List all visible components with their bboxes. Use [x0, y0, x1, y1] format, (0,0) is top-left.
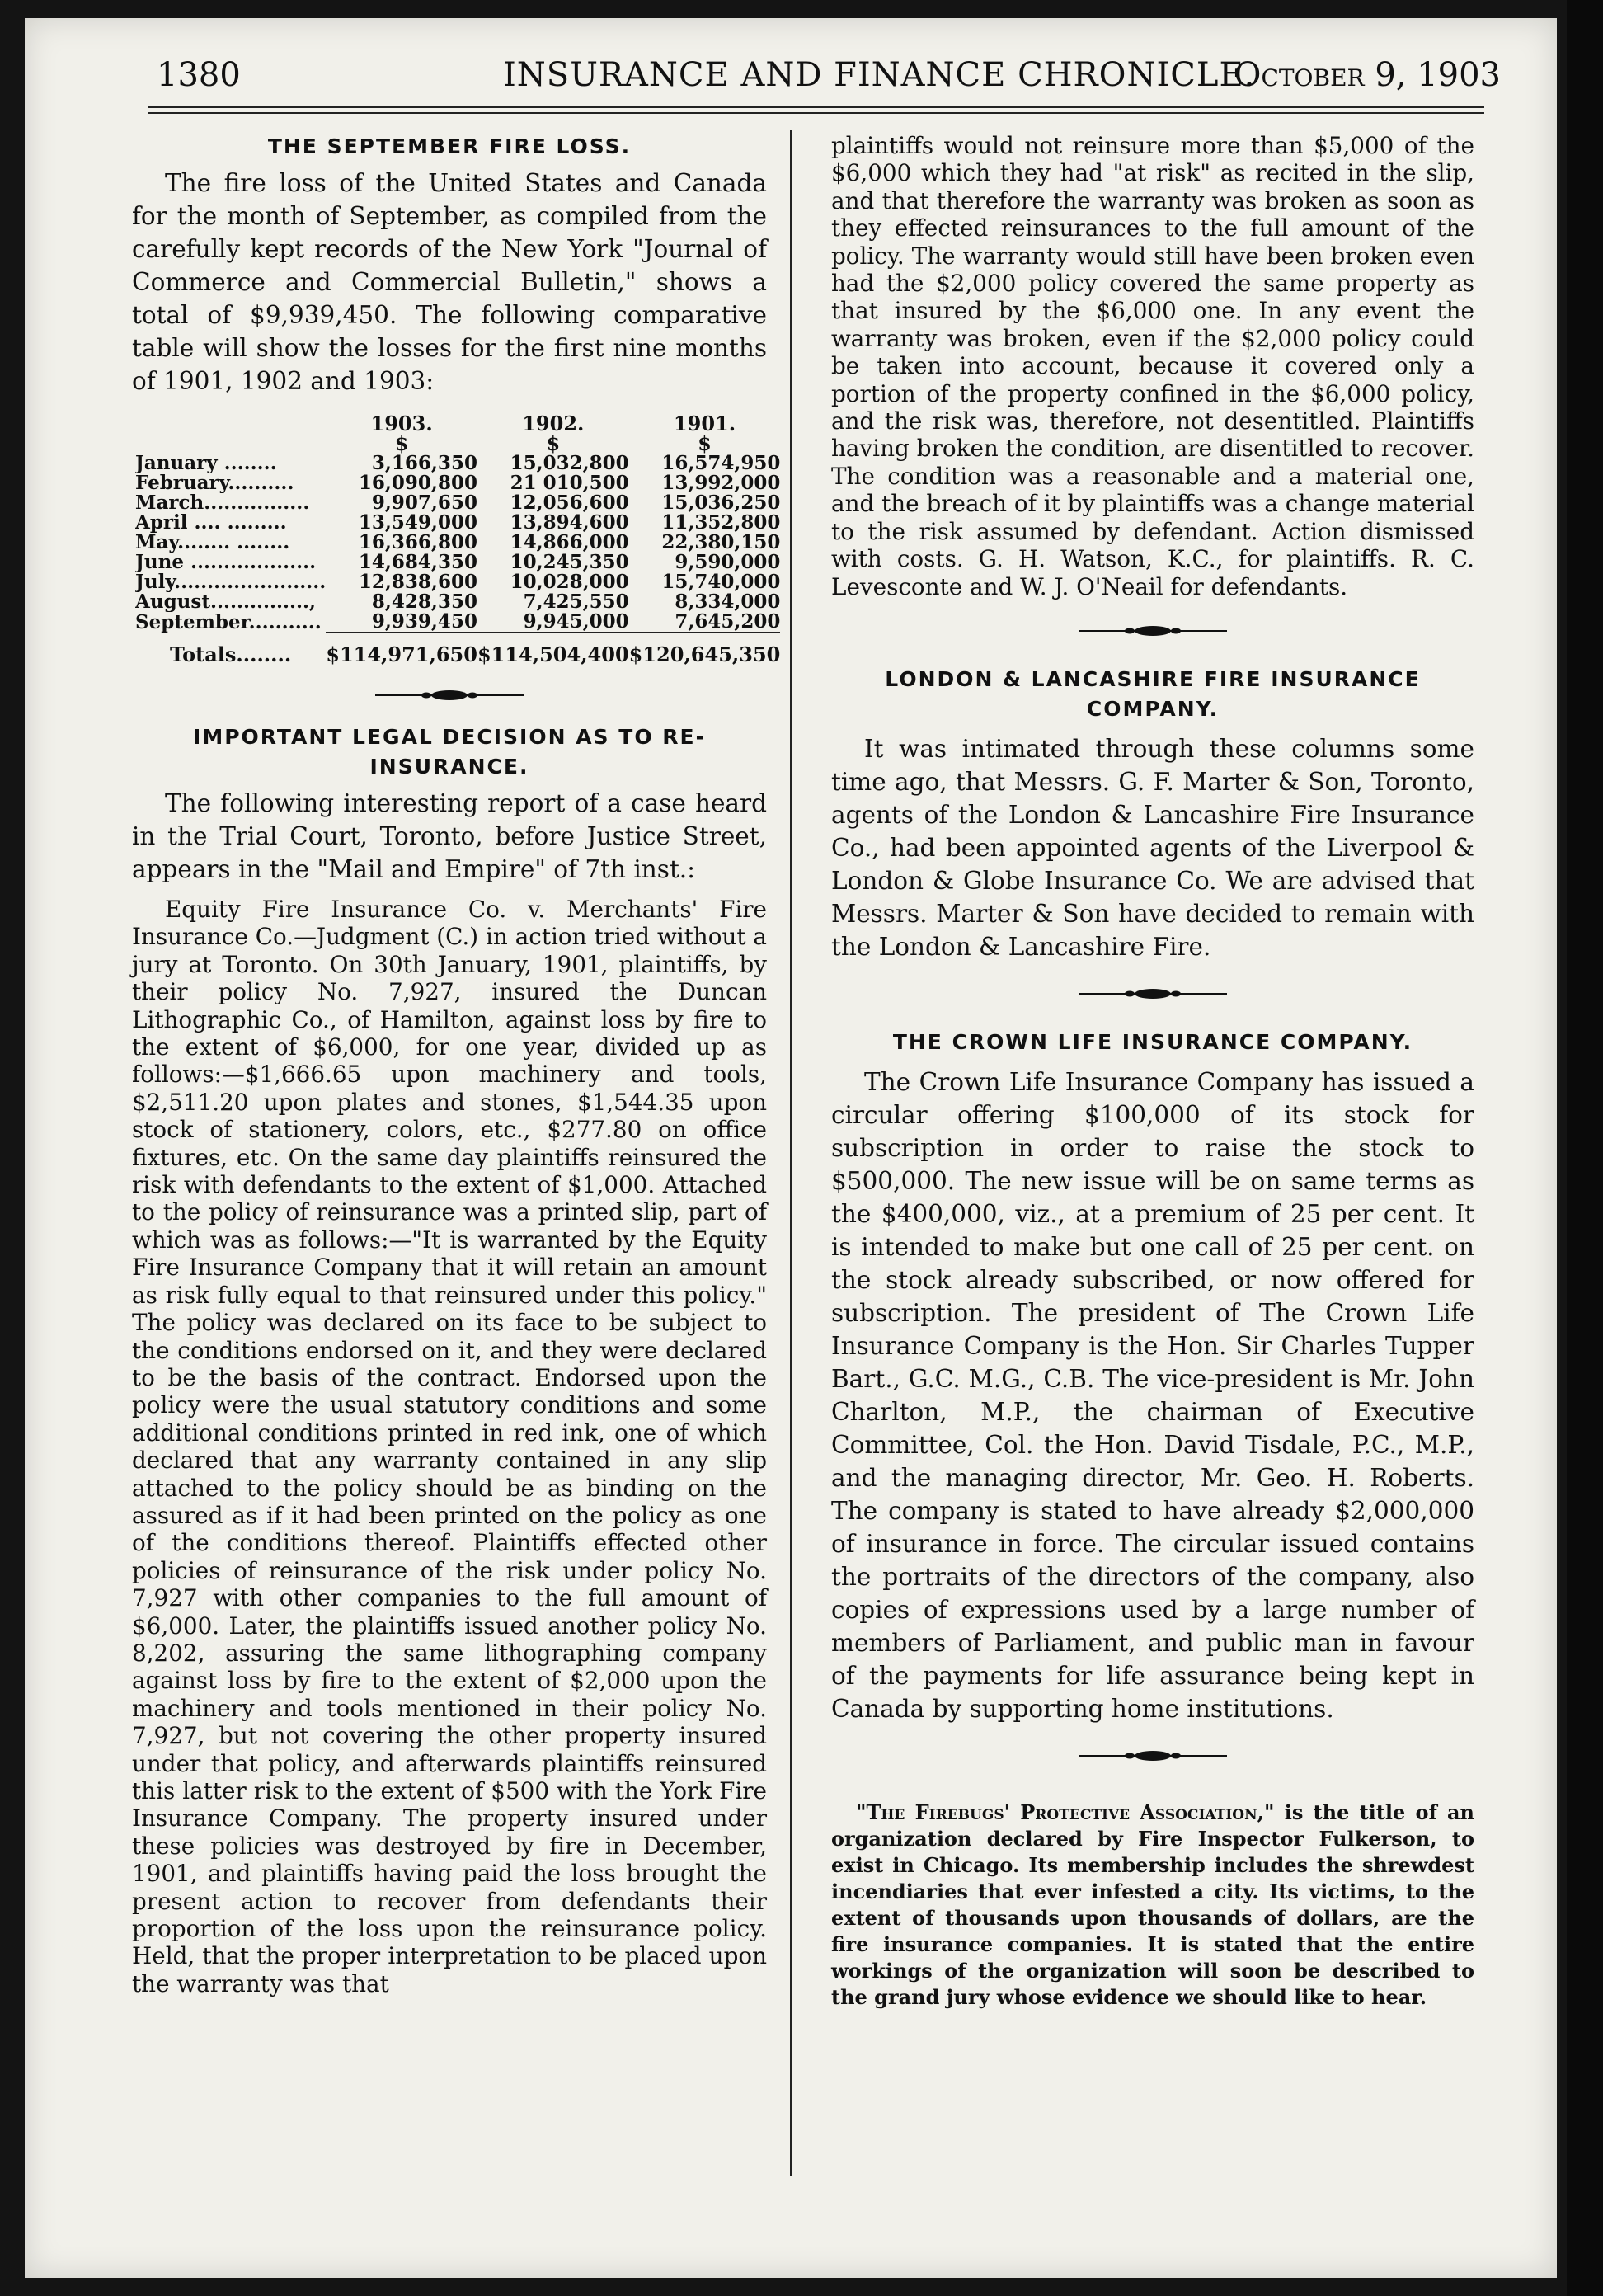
legal-decision-continuation: plaintiffs would not reinsure more than $5,000 of the $6,000 which they had "at risk" as recited in the slip, and that therefore the warranty was broken as soon as they effected reinsurances to the full amount of the policy. The warranty would still have been broken even had the $2,000 policy covered the same property as that insured by the $6,000 one. In any event the warranty was broken, even if the $2,000 policy could be taken into account, because it covered only a portion of the property confined in the $6,000 policy, and the risk was, therefore, not desentitled. Plaintiffs having broken the condition, are disentitled to recover. The condition was a reasonable and a material one, and the breach of it by plaintiffs was a change material to the risk assumed by defendant. Action dismissed with costs. G. H. Watson, K.C., for plaintiffs. R. C. Levesconte and W. J. O'Neail for defendants.	[831, 132, 1475, 600]
col-1901: 1901.	[673, 412, 736, 435]
col-1902: 1902.	[522, 412, 585, 435]
article-heading-london-lancashire: LONDON & LANCASHIRE FIRE INSURANCE COMPANY.	[885, 666, 1421, 721]
left-column	[132, 132, 781, 1997]
table-header-row	[135, 414, 780, 434]
col-1903: 1903.	[370, 412, 433, 435]
unit-1901: $	[698, 431, 712, 455]
firebugs-note-body: is the title of an organization declared by Fire Inspector Fulkerson, to exist in Chicago. Its membership includes the shrewdest incendiaries that ever infested a city. Its victims, to the extent of thousands upon thousands of dollars, are the fire insurance companies. It is stated that the entire workings of the organization will soon be described to the grand jury whose evidence we should like to hear.	[831, 1800, 1474, 2009]
legal-decision-intro: The following interesting report of a case heard in the Trial Court, Toronto, before Justice Street, appears in the "Mail and Empire" of 7th inst.:	[132, 789, 767, 883]
ornament-rule-icon	[1079, 623, 1227, 639]
table-totals-row: Totals........ $114,971,650 $114,504,400 $120,645,350	[170, 642, 781, 666]
ornament-rule-icon	[1079, 1748, 1227, 1764]
table-row: April .... ......... 13,549,000 13,894,600 11,352,800	[135, 511, 781, 534]
table-units-row	[135, 434, 780, 454]
issue-date: October 9, 1903	[1234, 56, 1501, 94]
legal-decision-body: Equity Fire Insurance Co. v. Merchants' Fire Insurance Co.—Judgment (C.) in action tried without a jury at Toronto. On 30th January, 1901, plaintiffs, by their policy No. 7,927, insured the Duncan Lithographic Co., of Hamilton, against loss by fire to the extent of $6,000, for one year, divided up as follows:—$1,666.65 upon machinery and tools, $2,511.20 upon plates and stones, $1,544.35 upon stock of stationery, colors, etc., $277.80 on office fixtures, etc. On the same day plaintiffs reinsured the risk with defendants to the extent of $1,000. Attached to the policy of reinsurance was a printed slip, part of which was as follows:—"It is warranted by the Equity Fire Insurance Company that it will retain an amount as risk fully equal to that reinsured under this policy." The policy was declared on its face to be subject to the conditions endorsed on it, and they were declared to be the basis of the contract. Endorsed upon the policy were the usual statutory conditions and some additional conditions printed in red ink, one of which declared that any warranty contained in any slip attached to the policy should be as binding on the assured as if it had been printed on the policy as one of the conditions thereof. Plaintiffs effected other policies of reinsurance of the risk under policy No. 7,927 with other companies to the full amount of $6,000. Later, the plaintiffs issued another policy No. 8,202, assuring the same lithographing company against loss by fire to the extent of $2,000 upon the machinery and tools mentioned in their policy No. 7,927, but not covering the other property insured under that policy, and afterwards plaintiffs reinsured this latter risk to the extent of $500 with the York Fire Insurance Company. The property insured under these policies was destroyed by fire in December, 1901, and plaintiffs having paid the loss brought the present action to recover from defendants their proportion of the loss upon the reinsurance policy. Held, that the proper interpretation to be placed upon the warranty was that	[132, 896, 767, 1997]
page-header	[157, 56, 1501, 106]
ornament-rule-icon	[375, 687, 524, 703]
table-row: March................ 9,907,650 12,056,600 15,036,250	[135, 492, 781, 514]
article-heading-legal-decision: IMPORTANT LEGAL DECISION AS TO RE- INSURANCE.	[193, 725, 706, 779]
firebugs-note-lead: "The Firebugs' Protective Association,"	[856, 1800, 1275, 1824]
section-ornament	[831, 981, 1474, 1006]
fire-loss-intro: The fire loss of the United States and Canada for the month of September, as compiled from the carefully kept records of the New York "Journal of Commerce and Commercial Bulletin," shows a total of $9,939,450. The following comparative table will show the losses for the first nine months of 1901, 1902 and 1903:	[132, 169, 767, 395]
section-ornament	[831, 1743, 1474, 1768]
table-row: February.......... 16,090,800 21 010,500 13,992,000	[135, 472, 781, 494]
right-column	[831, 132, 1474, 2011]
article-heading-crown-life: THE CROWN LIFE INSURANCE COMPANY.	[892, 1029, 1413, 1054]
table-row: June ................... 14,684,350 10,245,350 9,590,000	[135, 551, 781, 573]
scan-edge	[1567, 0, 1603, 2296]
crown-life-body: The Crown Life Insurance Company has issued a circular offering $100,000 of its stock for subscription in order to raise the stock to $500,000. The new issue will be on same terms as the $400,000, viz., at a premium of 25 per cent. It is intended to make but one call of 25 per cent. on the stock already subscribed, or now offered for subscription. The president of The Crown Life Insurance Company is the Hon. Sir Charles Tupper Bart., G.C. M.G., C.B. The vice-president is Mr. John Charlton, M.P., the chairman of Executive Committee, Col. the Hon. David Tisdale, P.C., M.P., and the managing director, Mr. Geo. H. Roberts. The company is stated to have already $2,000,000 of insurance in force. The circular issued contains the portraits of the directors of the company, also copies of expressions used by a large number of members of Parliament, and public man in favour of the payments for life assurance being kept in Canada by supporting home institutions.	[831, 1067, 1474, 1723]
header-rule	[148, 106, 1484, 108]
fire-loss-table	[135, 414, 780, 665]
london-lancashire-body: It was intimated through these columns some time ago, that Messrs. G. F. Marter & Son, Toronto, agents of the London & Lancashire Fire Insurance Co., had been appointed agents of the Liverpool & London & Globe Insurance Co. We are advised that Messrs. Marter & Son have decided to remain with the London & Lancashire Fire.	[831, 734, 1474, 961]
section-ornament	[132, 683, 767, 708]
unit-1902: $	[546, 431, 561, 455]
article-heading-fire-loss: THE SEPTEMBER FIRE LOSS.	[267, 134, 632, 158]
publication-title: INSURANCE AND FINANCE CHRONICLE.	[503, 56, 1256, 94]
unit-1903: $	[394, 431, 409, 455]
page-number: 1380	[157, 56, 241, 94]
header-rule-thin	[148, 112, 1484, 114]
table-row: January ........ 3,166,350 15,032,800 16,574,950	[135, 452, 781, 474]
column-divider	[790, 130, 792, 2176]
section-ornament	[831, 619, 1474, 643]
table-row: September........... 9,939,450 9,945,000 7,645,200	[135, 610, 781, 633]
ornament-rule-icon	[1079, 986, 1227, 1002]
table-row: August..............., 8,428,350 7,425,550 8,334,000	[135, 590, 781, 613]
table-row: May........ ........ 16,366,800 14,866,000 22,380,150	[135, 531, 781, 553]
firebugs-note	[831, 1800, 1474, 2011]
table-row: July....................... 12,838,600 10,028,000 15,740,000	[135, 571, 781, 593]
